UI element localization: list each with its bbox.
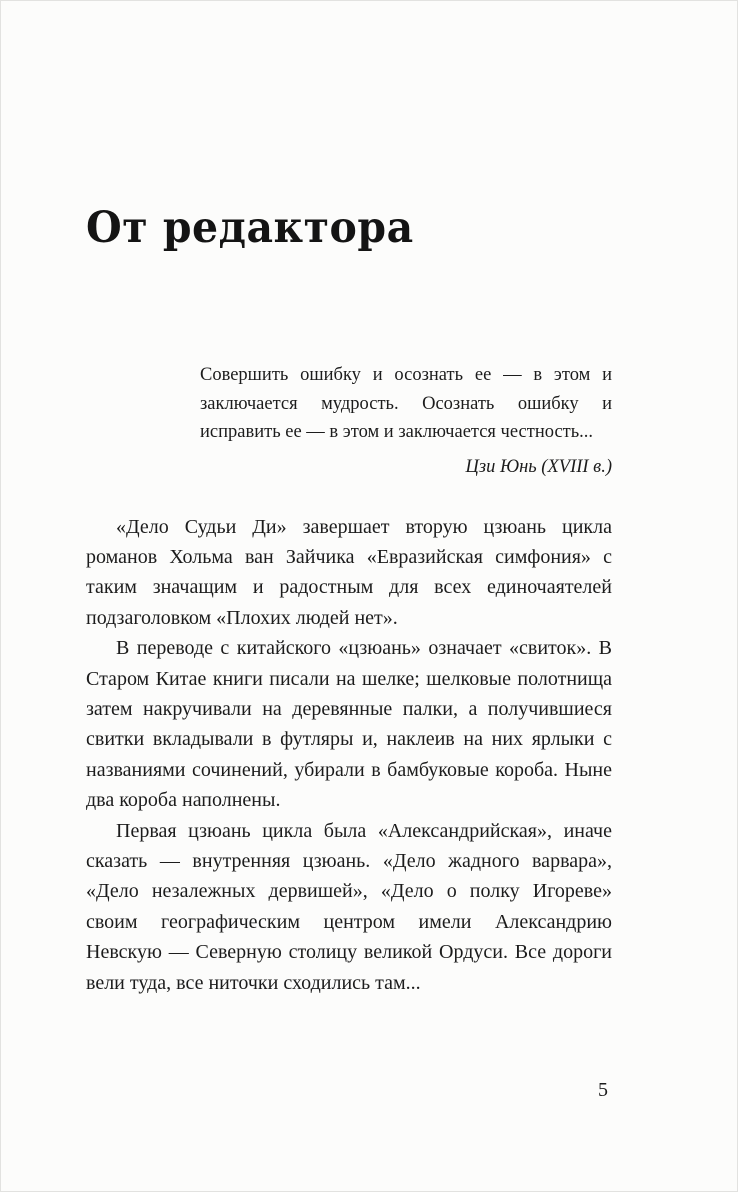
body-text: [86, 512, 612, 999]
page-number: 5: [598, 1079, 608, 1101]
epigraph-attribution: Цзи Юнь (XVIII в.): [465, 456, 612, 477]
paragraph: «Дело Судьи Ди» завершает вторую цзюань цикла романов Хольма ван Зайчика «Евразийская симфония» с таким значащим и радостным для всех единочаятелей подзаголовком «Плохих людей нет».: [86, 515, 612, 629]
epigraph-text: Совершить ошибку и осознать ее — в этом и заключается мудрость. Осознать ошибку и исправить ее — в этом и заключается честность...: [200, 365, 612, 443]
paragraph: В переводе с китайского «цзюань» означает «свиток». В Старом Китае книги писали на шелке; шелковые полотнища затем накручивали на деревянные палки, а получившиеся свитки вкладывали в футляры и, наклеив на них ярлыки с названиями сочинений, убирали в бамбуковые короба. Ныне два короба наполнены.: [86, 637, 612, 812]
chapter-title: От редактора: [86, 201, 414, 253]
epigraph: [200, 361, 612, 478]
paragraph: Первая цзюань цикла была «Александрийская», иначе сказать — внутренняя цзюань. «Дело жадного варвара», «Дело незалежных дервишей», «Дело о полку Игореве» своим географическим центром имели Александрию Невскую — Северную столицу великой Ордуси. Все дороги вели туда, все ниточки сходились там...: [86, 819, 612, 994]
